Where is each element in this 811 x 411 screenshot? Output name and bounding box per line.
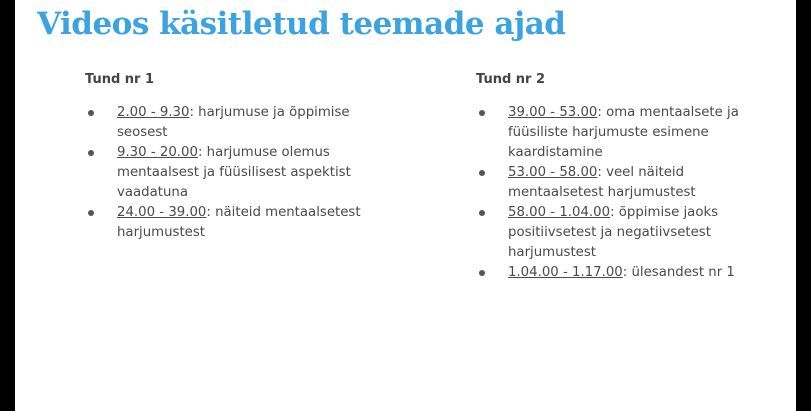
timestamp-link[interactable]: 53.00 - 58.00 (508, 165, 598, 180)
list-item (473, 263, 783, 283)
bullet-icon (479, 270, 485, 276)
topic-text: : ülesandest nr 1 (622, 265, 735, 280)
topic-text: : harjumuse ja õppimise seosest (117, 105, 350, 140)
timestamp-link[interactable]: 1.04.00 - 1.17.00 (508, 265, 623, 280)
timestamp-link[interactable]: 9.30 - 20.00 (117, 145, 198, 160)
topic-text: : näiteid mentaalsetest harjumustest (117, 205, 361, 240)
topic-text: : oma mentaalsete ja füüsiliste harjumuste esimene kaardistamine (508, 105, 739, 160)
list-item (473, 163, 783, 203)
timestamp-link[interactable]: 24.00 - 39.00 (117, 205, 207, 220)
slide (15, 0, 796, 411)
slide-title: Videos käsitletud teemade ajad (37, 6, 566, 42)
list-item (82, 143, 397, 203)
bullet-icon (88, 210, 94, 216)
timestamp-link[interactable]: 2.00 - 9.30 (117, 105, 190, 120)
topic-text: : õppimise jaoks positiivsetest ja negatiivsetest harjumustest (508, 205, 719, 260)
column-heading: Tund nr 1 (85, 72, 155, 87)
list-item (473, 103, 783, 163)
list-item (473, 203, 783, 263)
timestamp-link[interactable]: 39.00 - 53.00 (508, 105, 598, 120)
bullet-icon (88, 110, 94, 116)
bullet-icon (88, 150, 94, 156)
topic-text: : harjumuse olemus mentaalsest ja füüsilisest aspektist vaadatuna (117, 145, 351, 200)
column-heading: Tund nr 2 (476, 72, 546, 87)
list-item (82, 203, 397, 243)
topic-list (82, 103, 397, 243)
topic-text: : veel näiteid mentaalsetest harjumustest (508, 165, 696, 200)
timestamp-link[interactable]: 58.00 - 1.04.00 (508, 205, 611, 220)
bullet-icon (479, 170, 485, 176)
topic-list (473, 103, 783, 283)
bullet-icon (479, 210, 485, 216)
list-item (82, 103, 397, 143)
bullet-icon (479, 110, 485, 116)
column-lesson-1 (82, 72, 397, 243)
column-lesson-2 (473, 72, 783, 283)
